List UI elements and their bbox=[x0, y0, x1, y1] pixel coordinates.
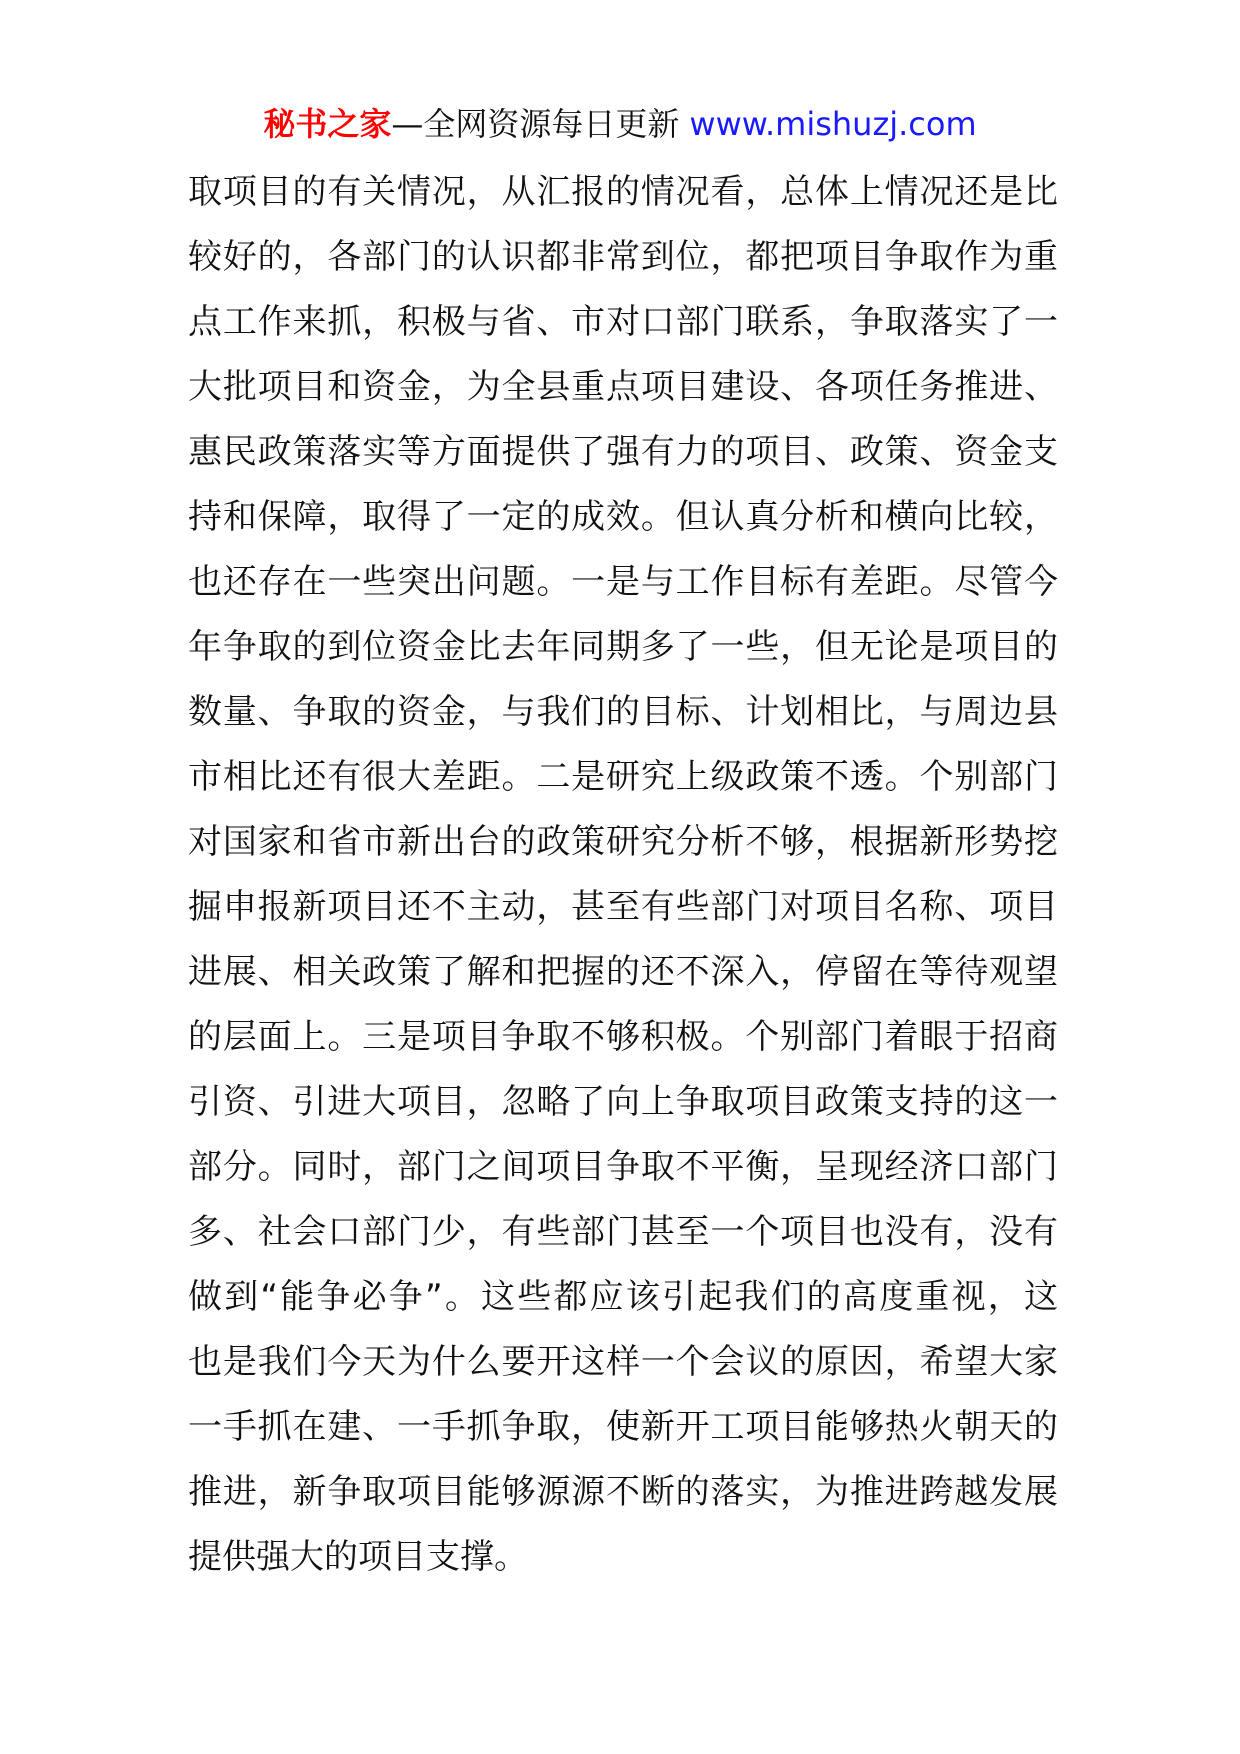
text-line: 数量、争取的资金，与我们的目标、计划相比，与周边县 bbox=[188, 692, 1058, 732]
text-line: 一手抓在建、一手抓争取，使新开工项目能够热火朝天的 bbox=[188, 1407, 1058, 1447]
text-line: 提供强大的项目支撑。 bbox=[188, 1537, 528, 1577]
text-line: 较好的，各部门的认识都非常到位，都把项目争取作为重 bbox=[188, 237, 1058, 277]
site-brand: 秘书之家 bbox=[263, 105, 392, 143]
body-paragraph bbox=[188, 160, 1058, 1590]
text-line: 对国家和省市新出台的政策研究分析不够，根据新形势挖 bbox=[188, 822, 1058, 862]
text-line: 市相比还有很大差距。二是研究上级政策不透。个别部门 bbox=[188, 757, 1058, 797]
page-header bbox=[0, 98, 1240, 150]
text-line: 推进，新争取项目能够源源不断的落实，为推进跨越发展 bbox=[188, 1472, 1058, 1512]
text-line: 部分。同时，部门之间项目争取不平衡，呈现经济口部门 bbox=[188, 1147, 1058, 1187]
text-line: 做到“能争必争”。这些都应该引起我们的高度重视，这 bbox=[188, 1277, 1058, 1317]
text-line: 也还存在一些突出问题。一是与工作目标有差距。尽管今 bbox=[188, 562, 1058, 602]
text-line: 多、社会口部门少，有些部门甚至一个项目也没有，没有 bbox=[188, 1212, 1058, 1252]
text-line: 也是我们今天为什么要开这样一个会议的原因，希望大家 bbox=[188, 1342, 1058, 1382]
text-line: 大批项目和资金，为全县重点项目建设、各项任务推进、 bbox=[188, 367, 1058, 407]
site-url-link[interactable]: www.mishuzj.com bbox=[689, 105, 977, 143]
text-line: 惠民政策落实等方面提供了强有力的项目、政策、资金支 bbox=[188, 432, 1058, 472]
text-line: 进展、相关政策了解和把握的还不深入，停留在等待观望 bbox=[188, 952, 1058, 992]
text-line: 取项目的有关情况，从汇报的情况看，总体上情况还是比 bbox=[188, 172, 1058, 212]
text-line: 的层面上。三是项目争取不够积极。个别部门着眼于招商 bbox=[188, 1017, 1058, 1057]
text-line: 年争取的到位资金比去年同期多了一些，但无论是项目的 bbox=[188, 627, 1058, 667]
site-tagline: —全网资源每日更新 bbox=[391, 105, 680, 143]
text-line: 持和保障，取得了一定的成效。但认真分析和横向比较， bbox=[188, 497, 1058, 537]
text-line: 掘申报新项目还不主动，甚至有些部门对项目名称、项目 bbox=[188, 887, 1058, 927]
text-line: 引资、引进大项目，忽略了向上争取项目政策支持的这一 bbox=[188, 1082, 1058, 1122]
text-line: 点工作来抓，积极与省、市对口部门联系，争取落实了一 bbox=[188, 302, 1058, 342]
